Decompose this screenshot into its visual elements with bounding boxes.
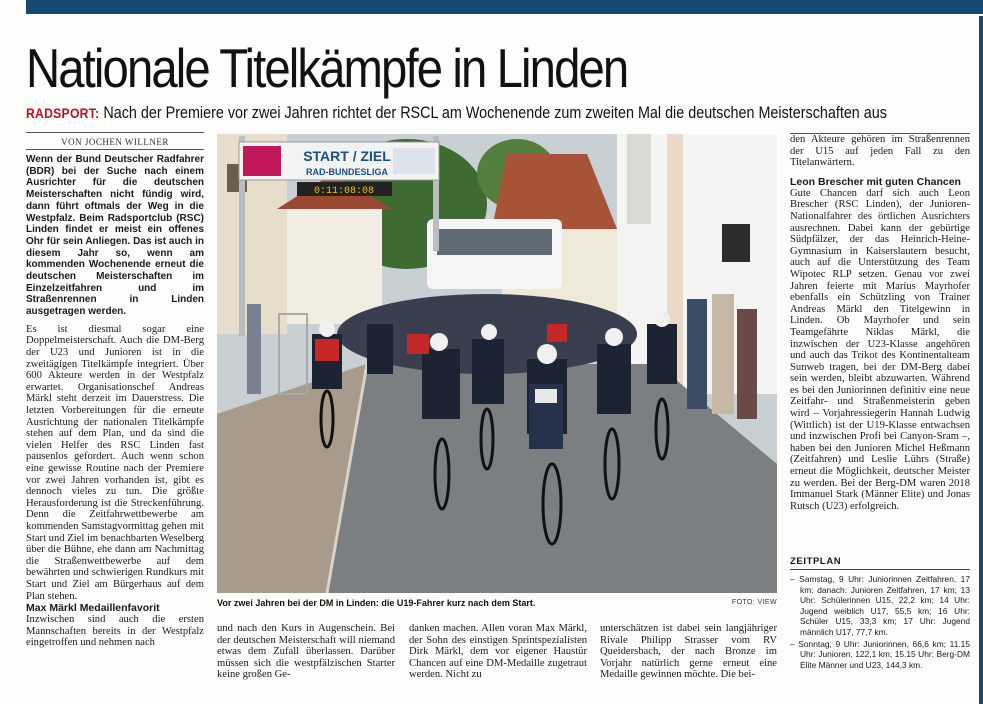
caption-text: Vor zwei Jahren bei der DM in Linden: die U19-Fahrer kurz nach dem Start. [217, 598, 536, 608]
article-column-4: unterschätzen ist dabei sein langjähriger Rivale Philipp Strasser vom RV Queidersbach, der nach Bronze im Vorjahr natürlich gerne erneut eine Medaille gewinnen möchte. Die bei- [600, 623, 777, 681]
article-column-2: und nach den Kurs in Augenschein. Bei der deutschen Meisterschaft will niemand etwas dem Zufall überlassen. Darüber müssen sich die westpfälzischen Starter keine großen Ge- [217, 623, 395, 681]
column-rule [26, 149, 204, 150]
section-header-bar [26, 0, 983, 14]
zeitplan-list [790, 574, 970, 671]
body-paragraph: Inzwischen sind auch die ersten Mannschaften bereits in der Westpfalz eingetroffen und nehmen nach [26, 614, 204, 649]
race-photo [217, 134, 777, 593]
article-column-3: danken machen. Allen voran Max Märkl, der Sohn des einstigen Sprintspezialisten Dirk Märkl, dem vor eigener Haustür Chancen auf eine DM-Medaille zugetraut werden. Nicht zu [409, 623, 587, 681]
body-paragraph: den Akteure gehören im Straßenrennen der U15 auf jeden Fall zu den Titelanwärtern. [790, 134, 970, 169]
zeitplan-item: – Samstag, 9 Uhr: Juniorinnen Zeitfahren, 17 km; danach: Junioren Zeitfahren, 17 km; 13 Uhr: Schülerinnen U15, 22,2 km; 14 Uhr: Jugend weiblich U17, 55,5 km; 16 Uhr: Schüler U15, 33,3 km; 17 Uhr: Jugend männlich U17, 77,7 km. [790, 574, 970, 637]
subheading: Leon Brescher mit guten Chancen [790, 175, 961, 188]
headline: Nationale Titelkämpfe in Linden [26, 37, 628, 99]
banner-text-1: START / ZIEL [303, 148, 391, 164]
race-timer: 0:11:08:08 [313, 186, 375, 197]
kicker: RADSPORT: [26, 105, 100, 121]
zeitplan-title: ZEITPLAN [790, 556, 970, 570]
subheadline-text: Nach der Premiere vor zwei Jahren richtet der RSCL am Wochenende zum zweiten Mal die deutschen Meisterschaften aus [103, 104, 887, 122]
lead-paragraph: Wenn der Bund Deutscher Radfahrer (BDR) bei der Suche nach einem Ausrichter für die deutschen Meisterschaften nicht fündig wird, dann führt oftmals der Weg in die Westpfalz. Beim Radsportclub (RSC) Linden findet er meist ein offenes Ohr für sein Anliegen. Das ist auch in diesem Jahr so, wenn am kommenden Wochenende erneut die deutschen Meisterschaften im Einzelzeitfahren und im Straßenrennen in Linden ausgetragen werden. [26, 154, 204, 318]
body-paragraph: Gute Chancen darf sich auch Leon Brescher (RSC Linden), der Junioren-Nationalfahrer des örtlichen Ausrichters ausrechnen. Dabei kann der gebürtige Südpfälzer, der das Heinrich-Heine-Gymnasium in Kaiserslautern besucht, auch auf die Unterstützung des Team Wipotec RLP setzen. Genau vor zwei Jahren feierte mit Marius Mayrhofer ebenfalls ein Schützling von Trainer Andreas Märkl den Titelgewinn in Linden. Ob Mayrhofer und sein Teamgefährte Niklas Märkl, die inzwischen der U23-Klasse angehören und auch das Trikot des Kontinentalteam Sunweb tragen, bei der DM-Berg dabei sein werden, bleibt abzuwarten. Während es bei den Juniorinnen definitiv eine neue Zeitfahr- und Straßenmeisterin geben wird – Vorjahressiegerin Hannah Ludwig (Wittlich) ist der U19-Klasse entwachsen und inzwischen Profi bei Canyon-Sram –, haben bei den Junioren Michel Heßmann (Zeitfahren) und Leslie Lührs (Straße) erneut die Möglichkeit, deutscher Meister zu werden. Bei der Berg-DM waren 2018 Immanuel Stark (Männer Elite) und Jonas Rutsch (U23) erfolgreich. [790, 187, 970, 512]
photo-credit: FOTO: VIEW [731, 599, 777, 606]
subheading: Max Märkl Medaillenfavorit [26, 602, 160, 615]
photo-caption [217, 598, 777, 608]
article-column-1 [26, 154, 204, 649]
byline: VON JOCHEN WILLNER [61, 137, 169, 147]
subheadline [26, 104, 887, 123]
column-rule [26, 132, 204, 133]
banner-text-2: RAD-BUNDESLIGA [306, 167, 388, 177]
article-column-5 [790, 134, 970, 512]
body-paragraph: Es ist diesmal sogar eine Doppelmeisterschaft. Auch die DM-Berg der U23 und Junioren ist in die zweitägigen Titelkämpfe integriert. Über 600 Akteure werden in der Westpfalz erwartet. Organisationschef Andreas Märkl steht derzeit im Dauerstress. Die letzten Vorbereitungen für die erneute Ausrichtung der nationalen Titelkämpfe stehen auf dem Plan, und da sind die vielen Helfer des RSC Linden fast pausenlos gefordert. Auch wenn schon eine gewisse Routine nach der Premiere vor zwei Jahren vorhanden ist, gibt es dennoch vieles zu tun. Die größte Herausforderung ist die Streckenführung. Denn die Zeitfahrwettbewerbe am kommenden Samstagvormittag gehen mit Start und Ziel im benachbarten Weselberg über die Bühne, ehe dann am Nachmittag die Straßenwettbewerbe auf dem bewährten und schwierigen Rundkurs mit Start und Ziel am Bürgerhaus auf dem Plan stehen. [26, 323, 204, 602]
page-edge-bar [979, 16, 983, 704]
zeitplan-item: – Sonntag, 9 Uhr: Juniorinnen, 66,6 km; 11.15 Uhr: Junioren, 122,1 km; 15.15 Uhr: Berg-DM Elite Männer und U23, 144,3 km. [790, 638, 970, 670]
